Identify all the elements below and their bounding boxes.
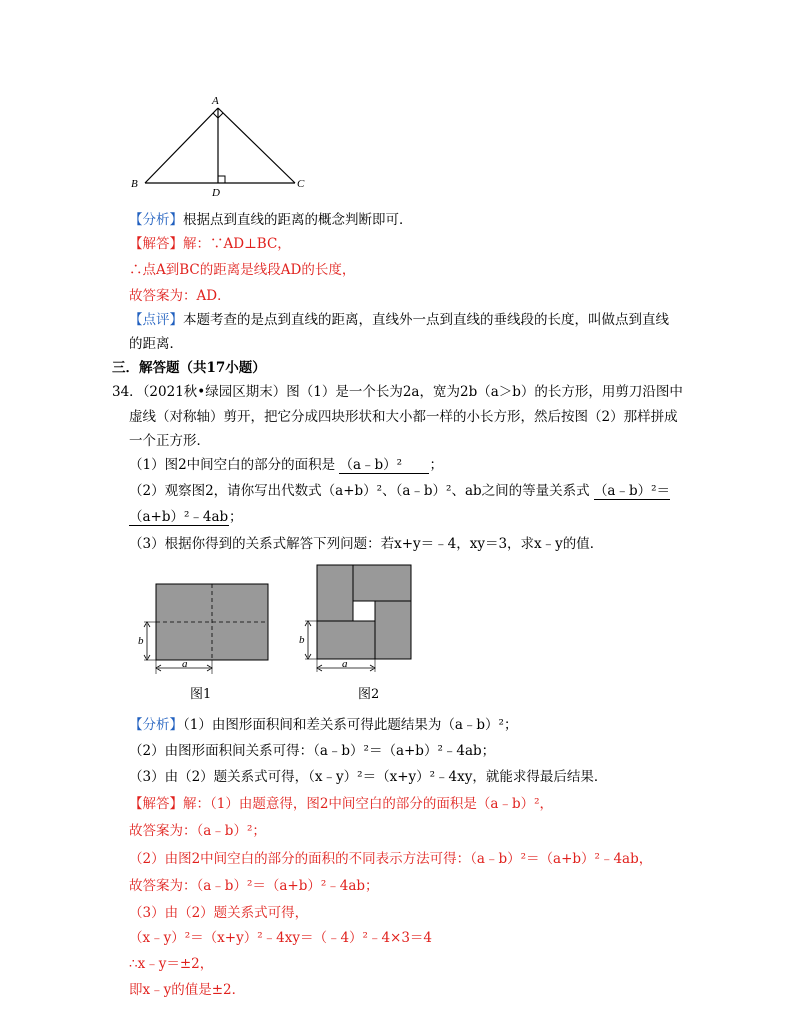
q34-answer-line: （x﹣y）²＝（x+y）²﹣4xy＝（﹣4）²﹣4×3＝4 [129, 930, 433, 946]
q34-analysis: 【分析】（1）由图形面积间和差关系可得此题结果为（a﹣b）²； [129, 717, 518, 733]
q34-answer-line: （3）由（2）题关系式可得， [129, 905, 309, 921]
label-B: B [131, 178, 138, 190]
answer-blank: （a﹣b）² [339, 457, 429, 474]
q34-stem-2: 虚线（对称轴）剪开，把它分成四块形状和大小都一样的小长方形，然后按图（2）那样拼成 [129, 409, 678, 425]
answer-blank: （a+b）²﹣4ab [129, 509, 229, 525]
q34-answer-line: 故答案为：（a﹣b）²； [129, 823, 266, 839]
q34-answer-line: ∴x﹣y＝±2， [129, 956, 214, 972]
q33-comment-cont: 的距离． [129, 336, 183, 352]
analysis-tag: 【分析】 [129, 717, 183, 733]
figure-1-rectangle [130, 576, 280, 676]
q33-answer-line: 故答案为：AD． [129, 288, 231, 304]
q33-analysis: 【分析】根据点到直线的距离的概念判断即可． [129, 212, 413, 228]
answer-blank: （a﹣b）²＝ [593, 483, 671, 499]
q33-answer: 【解答】解：∵AD⊥BC， [129, 236, 291, 252]
q34-answer-line: 即x﹣y的值是±2． [129, 982, 246, 998]
q34-answer: 【解答】解：（1）由题意得，图2中间空白的部分的面积是（a﹣b）²， [129, 796, 554, 812]
triangle-figure [125, 92, 315, 199]
figure-2-square [296, 558, 421, 678]
label-C: C [297, 178, 305, 190]
figure-2-caption: 图2 [358, 687, 380, 702]
q34-analysis-3: （3）由（2）题关系式可得，（x﹣y）²＝（x+y）²﹣4xy，就能求得最后结果． [129, 769, 608, 785]
q34-part3: （3）根据你得到的关系式解答下列问题：若x+y＝﹣4，xy＝3，求x﹣y的值． [129, 536, 604, 552]
label-b: b [299, 634, 305, 646]
q34-stem-3: 一个正方形． [129, 433, 210, 449]
analysis-tag: 【分析】 [129, 212, 183, 228]
label-A: A [212, 95, 219, 107]
label-a: a [182, 658, 188, 670]
q34-part2-cont: （a+b）²﹣4ab； [129, 509, 243, 525]
label-b: b [138, 635, 144, 647]
q34-answer-line: （2）由图2中间空白的部分的面积的不同表示方法可得：（a﹣b）²＝（a+b）²﹣4ab， [129, 851, 653, 867]
section-title: 三．解答题（共17小题） [112, 360, 266, 376]
q34-part1: （1）图2中间空白的部分的面积是 （a﹣b）² ； [129, 457, 443, 473]
label-a: a [342, 658, 348, 670]
figure-1-caption: 图1 [190, 687, 212, 702]
q34-part2: （2）观察图2，请你写出代数式（a+b）²、（a﹣b）²、ab之间的等量关系式 （a﹣b）²＝ [129, 483, 671, 499]
q33-comment: 【点评】本题考查的是点到直线的距离，直线外一点到直线的垂线段的长度，叫做点到直线 [129, 312, 669, 328]
q34-stem: 34．（2021秋•绿园区期末）图（1）是一个长为2a，宽为2b（a＞b）的长方形，用剪刀沿图中 [112, 384, 683, 400]
q34-answer-line: 故答案为：（a﹣b）²＝（a+b）²﹣4ab； [129, 878, 379, 894]
q34-analysis-2: （2）由图形面积间关系可得：（a﹣b）²＝（a+b）²﹣4ab； [129, 743, 496, 759]
q33-answer-line: ∴点A到BC的距离是线段AD的长度， [129, 262, 356, 278]
label-D: D [212, 187, 220, 199]
